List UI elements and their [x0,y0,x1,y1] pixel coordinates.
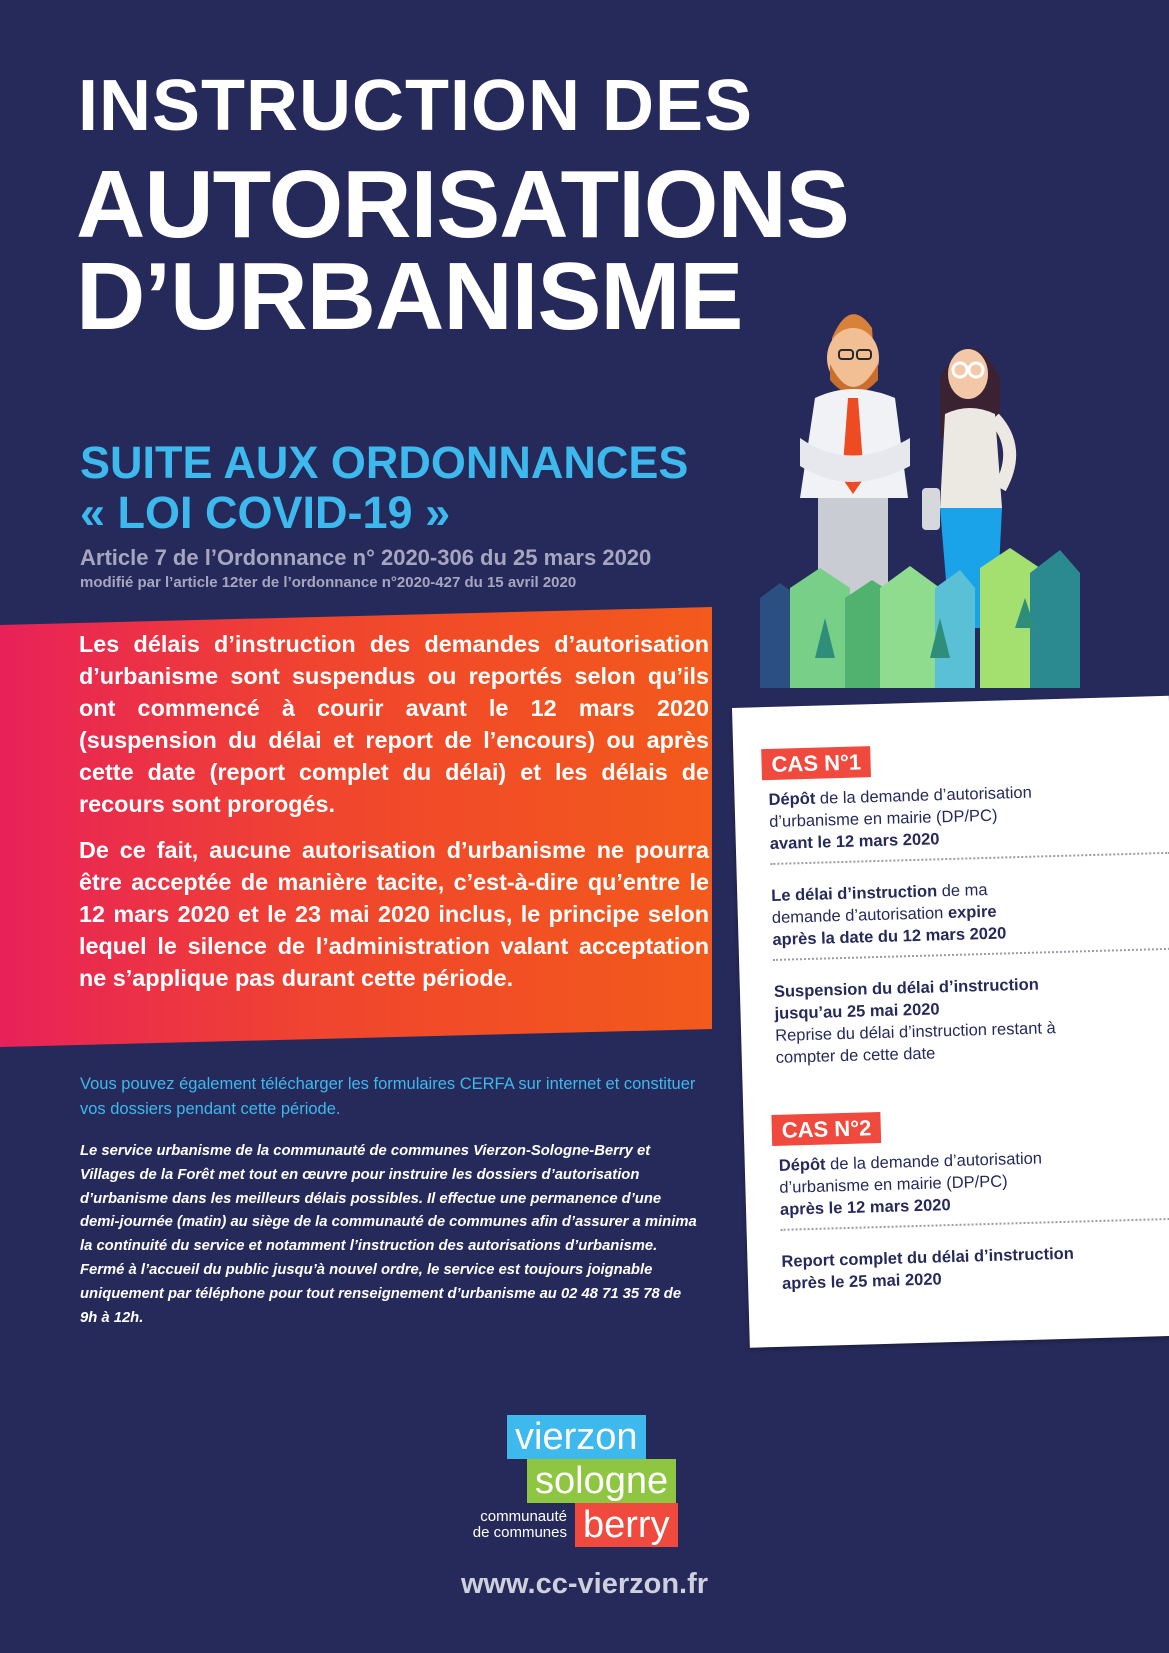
houses [760,548,1080,688]
subtitle-line-2: « LOI COVID-19 » [80,487,451,538]
cas-1-badge: CAS N°1 [761,746,871,780]
article-modified-note: modifié par l’article 12ter de l’ordonnance n°2020-427 du 15 avril 2020 [80,574,577,591]
website-link[interactable]: www.cc-vierzon.fr [460,1568,709,1600]
paragraph-tacit-acceptance: De ce fait, aucune autorisation d’urbanisme ne pourra être acceptée de manière tacite, c’est-à-dire qu’entre le 12 mars 2020 et le 23 mai 2020 inclus, le principe selon lequel le silence de l’administration valant acceptation ne s’applique pas durant cette période. [79,837,709,991]
article-reference: Article 7 de l’Ordonnance n° 2020-306 du 25 mars 2020 [80,545,652,570]
cas-1-step-1: Dépôt de la demande d’autorisation d’urbanisme en mairie (DP/PC) avant le 12 mars 2020 [768,783,1032,853]
cas-2-badge: CAS N°2 [771,1112,881,1146]
title-line-2: AUTORISATIONS [76,151,849,258]
logo-tagline: communauté de communes [472,1508,567,1541]
illustration-characters-houses [760,298,1140,718]
cas-2-step-2: Report complet du délai d’instruction après le 25 mai 2020 [781,1244,1075,1293]
divider [781,1218,1169,1231]
vierzon-sologne-berry-logo [455,1415,725,1555]
logo-vierzon: vierzon [507,1415,646,1459]
title-line-1: INSTRUCTION DES [78,66,754,146]
cas-1-step-2: Le délai d’instruction de ma demande d’autorisation expire après la date du 12 mars 2020 [771,880,1007,949]
logo-sologne: sologne [527,1459,676,1503]
divider [773,948,1169,961]
divider [770,852,1169,865]
cerfa-info: Vous pouvez également télécharger les formulaires CERFA sur internet et constituer vos dossiers pendant cette période. [80,1075,696,1118]
paragraph-delays: Les délais d’instruction des demandes d’autorisation d’urbanisme sont suspendus ou reportés selon qu’ils ont commencé à courir avant le 12 mars 2020 (suspension du délai et report de l’encours) ou après cette date (report complet du délai) et les délais de recours sont prorogés. [79,631,709,817]
service-info: Le service urbanisme de la communauté de communes Vierzon-Sologne-Berry et Villages de la Forêt met tout en œuvre pour instruire les dossiers d’autorisation d’urbanisme dans les meilleurs délais possibles. Il effectue une permanence d’une demi-journée (matin) au siège de la communauté de communes afin d’assurer a minima la continuité du service et notamment l’instruction des autorisations d’urbanisme. Fermé à l’accueil du public jusqu’à nouvel ordre, le service est toujours joignable uniquement par téléphone pour tout renseignement d’urbanisme au 02 48 71 35 78 de 9h à 12h. [80,1143,697,1326]
subtitle-line-1: SUITE AUX ORDONNANCES [80,437,689,488]
logo-berry: berry [575,1503,678,1547]
title-line-3: D’URBANISME [76,243,743,350]
cas-2-step-1: Dépôt de la demande d’autorisation d’urbanisme en mairie (DP/PC) après le 12 mars 2020 [778,1149,1043,1219]
cases-card [732,696,1169,1348]
cas-1-step-3: Suspension du délai d’instruction jusqu’au 25 mai 2020 Reprise du délai d’instruction restant à compter de cette date [773,975,1056,1067]
